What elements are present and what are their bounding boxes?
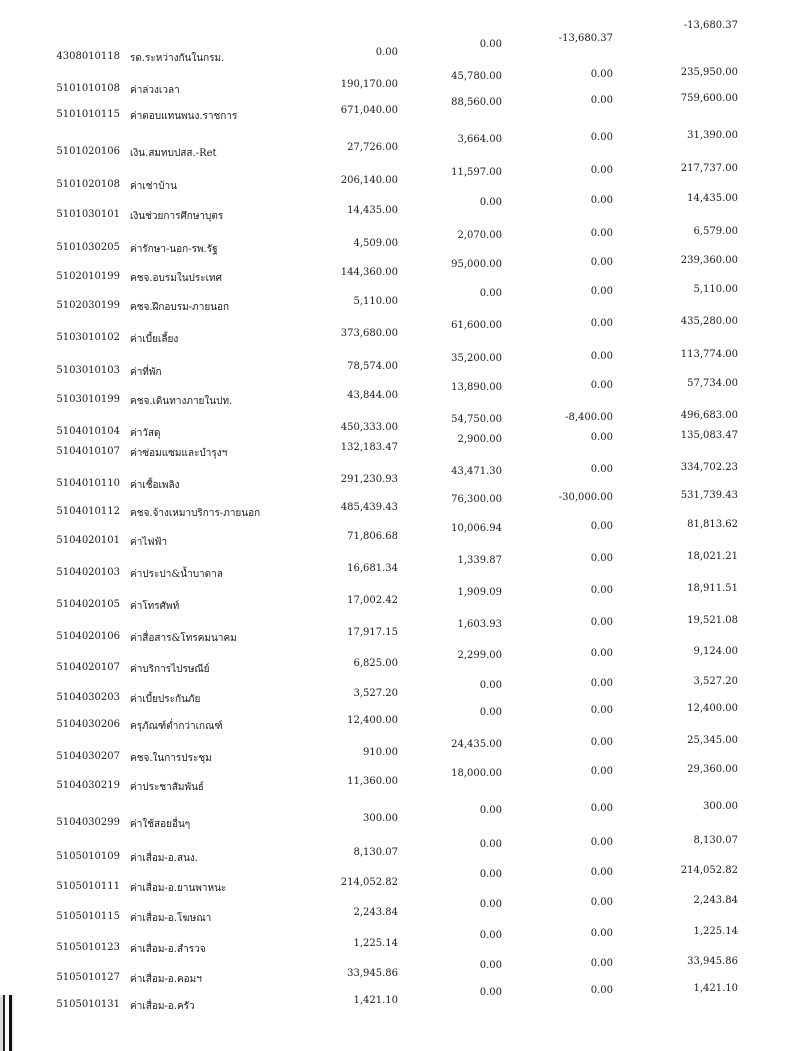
- cell-name: ค่าเสื่อม-อ.ยานพาหนะ: [130, 883, 227, 894]
- scan-margin-artifact: [0, 995, 14, 1051]
- cell-c1: 214,052.82: [340, 877, 398, 888]
- cell-code: 5105010131: [56, 999, 120, 1010]
- cell-code: 5103010102: [56, 332, 120, 343]
- cell-c3: 0.00: [590, 648, 613, 659]
- cell-name: ค่าโทรศัพท์: [130, 601, 180, 612]
- cell-c1: 450,333.00: [340, 422, 398, 433]
- cell-c1: 71,806.68: [347, 531, 398, 542]
- cell-code: 5104020101: [56, 535, 120, 546]
- cell-code: 5104010107: [56, 446, 120, 457]
- cell-c1: 4,509.00: [353, 238, 398, 249]
- cell-c2: 2,900.00: [457, 434, 502, 445]
- cell-c4: 217,737.00: [680, 163, 738, 174]
- cell-c2: 13,890.00: [451, 382, 502, 393]
- cell-c3: 0.00: [590, 897, 613, 908]
- cell-name: รด.ระหว่างกันในกรม.: [130, 53, 225, 64]
- cell-code: 5104010104: [56, 426, 120, 437]
- cell-c1: 27,726.00: [347, 142, 398, 153]
- cell-code: 5105010127: [56, 972, 120, 983]
- cell-c3: -30,000.00: [558, 492, 613, 503]
- cell-c3: 0.00: [590, 705, 613, 716]
- cell-name: ค่าบริการไปรษณีย์: [130, 664, 210, 675]
- cell-name: เงิน.สมทบปสส.-Ret: [130, 148, 217, 159]
- cell-c3: 0.00: [590, 958, 613, 969]
- cell-name: คชจ.เดินทางภายในปท.: [130, 396, 233, 407]
- header-col4-value: -13,680.37: [683, 20, 738, 31]
- cell-name: ค่าเช่าบ้าน: [130, 181, 177, 192]
- cell-c3: 0.00: [590, 351, 613, 362]
- cell-c4: 334,702.23: [680, 462, 738, 473]
- cell-c2: 2,070.00: [457, 230, 502, 241]
- cell-c4: 113,774.00: [680, 349, 738, 360]
- cell-name: ค่าเบี้ยประกันภัย: [130, 694, 201, 705]
- cell-c2: 0.00: [479, 288, 502, 299]
- cell-c1: 671,040.00: [340, 105, 398, 116]
- cell-code: 5101030205: [56, 242, 120, 253]
- cell-code: 5104020106: [56, 631, 120, 642]
- cell-c4: 14,435.00: [687, 193, 738, 204]
- cell-code: 5101030101: [56, 209, 120, 220]
- cell-c4: 8,130.07: [693, 835, 738, 846]
- cell-name: ค่าประชาสัมพันธ์: [130, 782, 205, 793]
- cell-c4: 2,243.84: [693, 895, 738, 906]
- cell-c4: 18,911.51: [687, 583, 738, 594]
- cell-name: เงินช่วยการศึกษาบุตร: [130, 211, 224, 222]
- cell-c3: 0.00: [590, 165, 613, 176]
- cell-code: 5104020105: [56, 599, 120, 610]
- cell-name: ค่าใช้สอยอื่นๆ: [130, 819, 191, 830]
- cell-c3: 0.00: [590, 985, 613, 996]
- cell-c1: 144,360.00: [340, 267, 398, 278]
- cell-c4: 5,110.00: [693, 284, 738, 295]
- cell-c3: -8,400.00: [565, 412, 613, 423]
- cell-c3: 0.00: [590, 737, 613, 748]
- cell-name: ค่าเสื่อม-อ.สำรวจ: [130, 944, 206, 955]
- cell-c2: 2,299.00: [457, 650, 502, 661]
- cell-c1: 910.00: [363, 747, 398, 758]
- cell-c3: 0.00: [590, 132, 613, 143]
- cell-c4: 1,225.14: [693, 926, 738, 937]
- cell-c3: 0.00: [590, 837, 613, 848]
- cell-name: ครุภัณฑ์ต่ำกว่าเกณฑ์: [130, 721, 223, 732]
- cell-name: ค่าที่พัก: [130, 367, 162, 378]
- cell-name: ค่าไฟฟ้า: [130, 537, 168, 548]
- cell-c3: 0.00: [590, 195, 613, 206]
- cell-name: ค่าเสื่อม-อ.ครัว: [130, 1001, 195, 1012]
- cell-c4: 6,579.00: [693, 226, 738, 237]
- cell-name: ค่าเสื่อม-อ.คอมฯ: [130, 974, 202, 985]
- cell-c1: 14,435.00: [347, 205, 398, 216]
- cell-c1: 11,360.00: [347, 776, 398, 787]
- cell-c3: 0.00: [590, 553, 613, 564]
- cell-code: 5105010115: [56, 911, 120, 922]
- cell-code: 5104020107: [56, 662, 120, 673]
- cell-name: ค่าล่วงเวลา: [130, 85, 180, 96]
- cell-c3: 0.00: [590, 464, 613, 475]
- cell-name: ค่าเสื่อม-อ.สนง.: [130, 853, 198, 864]
- cell-name: ค่าเชื้อเพลิง: [130, 480, 180, 491]
- cell-c4: 135,083.47: [680, 430, 738, 441]
- cell-c2: 0.00: [479, 839, 502, 850]
- cell-c2: 0.00: [479, 680, 502, 691]
- cell-c3: 0.00: [590, 286, 613, 297]
- cell-c3: 0.00: [590, 766, 613, 777]
- cell-name: คชจ.จ้างเหมาบริการ-ภายนอก: [130, 508, 261, 519]
- cell-c3: 0.00: [590, 521, 613, 532]
- cell-c2: 88,560.00: [451, 97, 502, 108]
- cell-c2: 1,603.93: [457, 619, 502, 630]
- cell-c2: 54,750.00: [451, 414, 502, 425]
- cell-c1: 291,230.93: [340, 474, 398, 485]
- cell-c4: 531,739.43: [680, 490, 738, 501]
- cell-c3: 0.00: [590, 380, 613, 391]
- cell-c1: 206,140.00: [340, 175, 398, 186]
- cell-c4: 57,734.00: [687, 378, 738, 389]
- cell-name: ค่าเบี้ยเลี้ยง: [130, 334, 179, 345]
- cell-c1: 5,110.00: [353, 296, 398, 307]
- cell-c1: 0.00: [375, 47, 398, 58]
- cell-code: 5104030299: [56, 817, 120, 828]
- cell-c1: 3,527.20: [353, 688, 398, 699]
- cell-name: ค่าวัสดุ: [130, 428, 161, 439]
- cell-c4: 29,360.00: [687, 764, 738, 775]
- cell-c1: 8,130.07: [353, 847, 398, 858]
- cell-c4: 214,052.82: [680, 865, 738, 876]
- cell-c2: 0.00: [479, 197, 502, 208]
- cell-c3: 0.00: [590, 318, 613, 329]
- cell-name: ค่ารักษา-นอก-รพ.รัฐ: [130, 244, 218, 255]
- cell-code: 5101020106: [56, 146, 120, 157]
- cell-c3: 0.00: [590, 95, 613, 106]
- cell-c1: 2,243.84: [353, 907, 398, 918]
- cell-code: 5102030199: [56, 300, 120, 311]
- cell-code: 5103010199: [56, 394, 120, 405]
- cell-c2: 11,597.00: [451, 167, 502, 178]
- cell-name: ค่าประปา&น้ำบาดาล: [130, 569, 223, 580]
- cell-c4: 300.00: [703, 801, 738, 812]
- cell-code: 4308010118: [56, 51, 120, 62]
- cell-c1: 1,421.10: [353, 995, 398, 1006]
- cell-c2: 76,300.00: [451, 494, 502, 505]
- cell-c1: 300.00: [363, 813, 398, 824]
- cell-c2: 1,909.09: [457, 587, 502, 598]
- cell-code: 5104010110: [56, 478, 120, 489]
- cell-c4: 435,280.00: [680, 316, 738, 327]
- cell-code: 5104030219: [56, 780, 120, 791]
- cell-c4: 33,945.86: [687, 956, 738, 967]
- cell-c1: 78,574.00: [347, 361, 398, 372]
- cell-c1: 43,844.00: [347, 390, 398, 401]
- cell-c1: 485,439.43: [340, 502, 398, 513]
- cell-c1: 1,225.14: [353, 938, 398, 949]
- cell-c4: 19,521.08: [687, 615, 738, 626]
- cell-c2: 0.00: [479, 39, 502, 50]
- cell-c3: 0.00: [590, 228, 613, 239]
- cell-code: 5104030206: [56, 719, 120, 730]
- cell-c3: 0.00: [590, 678, 613, 689]
- cell-c4: 235,950.00: [680, 67, 738, 78]
- cell-c2: 43,471.30: [451, 466, 502, 477]
- cell-c2: 0.00: [479, 707, 502, 718]
- cell-c2: 3,664.00: [457, 134, 502, 145]
- cell-code: 5102010199: [56, 271, 120, 282]
- cell-name: ค่าเสื่อม-อ.โฆษณา: [130, 913, 212, 924]
- cell-c4: 1,421.10: [693, 983, 738, 994]
- cell-c4: 18,021.21: [687, 551, 738, 562]
- cell-c1: 17,917.15: [347, 627, 398, 638]
- cell-c2: 0.00: [479, 899, 502, 910]
- cell-c4: 25,345.00: [687, 735, 738, 746]
- cell-name: ค่าสื่อสาร&โทรคมนาคม: [130, 633, 237, 644]
- cell-c1: 16,681.34: [347, 563, 398, 574]
- cell-c4: 81,813.62: [687, 519, 738, 530]
- cell-c1: 190,170.00: [340, 79, 398, 90]
- cell-c2: 35,200.00: [451, 353, 502, 364]
- cell-code: 5104020103: [56, 567, 120, 578]
- cell-name: คชจ.อบรมในประเทศ: [130, 273, 222, 284]
- cell-code: 5104030207: [56, 751, 120, 762]
- cell-c3: 0.00: [590, 257, 613, 268]
- cell-c4: 31,390.00: [687, 130, 738, 141]
- cell-code: 5101010108: [56, 83, 120, 94]
- cell-code: 5105010111: [56, 881, 120, 892]
- cell-c4: 496,683.00: [680, 410, 738, 421]
- cell-c4: 759,600.00: [680, 93, 738, 104]
- cell-c3: 0.00: [590, 803, 613, 814]
- cell-c3: 0.00: [590, 585, 613, 596]
- cell-code: 5104030203: [56, 692, 120, 703]
- cell-c3: 0.00: [590, 617, 613, 628]
- cell-c2: 0.00: [479, 805, 502, 816]
- cell-c1: 33,945.86: [347, 968, 398, 979]
- header-col3-value: -13,680.37: [558, 33, 613, 44]
- cell-c4: 9,124.00: [693, 646, 738, 657]
- cell-c1: 6,825.00: [353, 658, 398, 669]
- cell-code: 5105010123: [56, 942, 120, 953]
- cell-name: คชจ.ในการประชุม: [130, 753, 212, 764]
- cell-code: 5103010103: [56, 365, 120, 376]
- cell-c2: 0.00: [479, 987, 502, 998]
- cell-c1: 373,680.00: [340, 328, 398, 339]
- cell-name: ค่าตอบแทนพนง.ราชการ: [130, 111, 238, 122]
- cell-c1: 12,400.00: [347, 715, 398, 726]
- cell-name: ค่าซ่อมแซมและบำรุงฯ: [130, 448, 228, 459]
- cell-c2: 45,780.00: [451, 71, 502, 82]
- cell-code: 5101020108: [56, 179, 120, 190]
- cell-c4: 3,527.20: [693, 676, 738, 687]
- cell-c1: 17,002.42: [347, 595, 398, 606]
- cell-c2: 24,435.00: [451, 739, 502, 750]
- cell-c2: 0.00: [479, 930, 502, 941]
- cell-c2: 1,339.87: [457, 555, 502, 566]
- cell-c1: 132,183.47: [340, 442, 398, 453]
- cell-c2: 0.00: [479, 869, 502, 880]
- cell-c3: 0.00: [590, 928, 613, 939]
- cell-c3: 0.00: [590, 69, 613, 80]
- cell-c4: 12,400.00: [687, 703, 738, 714]
- cell-c2: 61,600.00: [451, 320, 502, 331]
- cell-c2: 10,006.94: [451, 523, 502, 534]
- cell-code: 5104010112: [56, 506, 120, 517]
- cell-c3: 0.00: [590, 867, 613, 878]
- cell-c4: 239,360.00: [680, 255, 738, 266]
- cell-c3: 0.00: [590, 432, 613, 443]
- cell-c2: 18,000.00: [451, 768, 502, 779]
- cell-name: คชจ.ฝึกอบรม-ภายนอก: [130, 302, 230, 313]
- cell-code: 5105010109: [56, 851, 120, 862]
- cell-c2: 0.00: [479, 960, 502, 971]
- cell-c2: 95,000.00: [451, 259, 502, 270]
- cell-code: 5101010115: [56, 109, 120, 120]
